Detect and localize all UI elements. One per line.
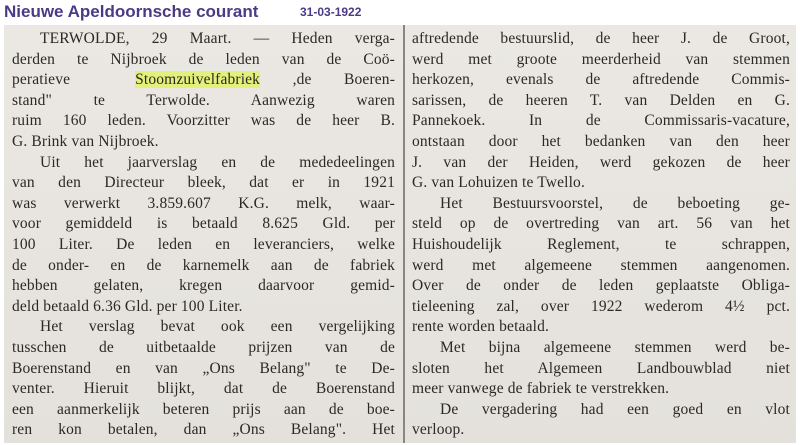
article-line: TERWOLDE, 29 Maart. — Heden verga- (40, 30, 395, 47)
article-line: tieleening zal, over 1922 wederom 4½ pct. (412, 297, 790, 315)
article-line: herkozen, evenals de aftredende Commis- (412, 71, 790, 89)
article-line: sloten het Algemeen Landbouwblad niet (412, 359, 790, 377)
article-line: G. Brink van Nijbroek. (12, 132, 159, 150)
article-line: Over de onder de leden geplaatste Obliga- (412, 277, 790, 295)
article-line: venter. Hieruit blijkt, dat de Boerenstand (12, 380, 395, 398)
article-line: Het verslag bevat ook een vergelijking (40, 318, 395, 336)
article-line: Huishoudelijk Reglement, te schrappen, (412, 235, 790, 253)
page-header (0, 0, 800, 24)
newspaper-clipping (4, 25, 796, 443)
article-line: van den Directeur bleek, dat er in 1921 (12, 174, 395, 192)
article-line: Uit het jaarverslag en de mededeelingen (40, 153, 395, 171)
article-line: werd met algemeene stemmen aangenomen. (412, 256, 790, 274)
article-line: hebben gelaten, kregen daarvoor gemid- (12, 277, 395, 295)
article-line: rente worden betaald. (412, 318, 549, 336)
article-line: was verwerkt 3.859.607 K.G. melk, waar- (12, 194, 395, 212)
article-line: Met bijna algemeene stemmen werd be- (440, 338, 790, 356)
article-fragment: Terwolde. Aanwezig waren (146, 91, 395, 109)
article-line: voor gemiddeld is betaald 8.625 Gld. per (12, 215, 395, 233)
article-line: De vergadering had een goed en vlot (440, 400, 790, 418)
article-fragment: stand" te (12, 91, 106, 109)
article-line: aftredende bestuurslid, de heer J. de Groot, (412, 30, 790, 47)
article-line: ren kon betalen, dan „Ons Belang". Het (12, 421, 395, 439)
publication-date: 31-03-1922 (300, 5, 362, 19)
article-line: 100 Liter. De leden en leveranciers, welke (12, 235, 395, 253)
article-column-right (412, 29, 790, 441)
article-line: G. van Lohuizen te Twello. (412, 174, 585, 192)
column-divider (403, 25, 405, 443)
article-line: ruim 160 leden. Voorzitter was de heer B. (12, 112, 395, 130)
article-line: Boerenstand en van „Ons Belang" te De- (12, 359, 395, 377)
article-line: Pannekoek. In de Commissaris-vacature, (412, 112, 790, 130)
article-line: steld op de overtreding van art. 56 van het (412, 215, 790, 233)
article-fragment: peratieve (12, 71, 71, 89)
highlighted-search-term: Stoomzuivelfabriek (135, 71, 261, 89)
article-line: J. van der Heiden, werd gekozen de heer (412, 153, 790, 171)
article-line: de onder- en de karnemelk aan de fabriek (12, 256, 395, 274)
article-line: tusschen de uitbetaalde prijzen van de (12, 338, 395, 356)
article-line: meer vanwege de fabriek te verstrekken. (412, 380, 670, 398)
article-line: een aanmerkelijk beteren prijs aan de boe- (12, 400, 395, 418)
article-line: derden te Nijbroek de leden van de Coö- (12, 50, 395, 68)
article-line: ontstaan door het bedanken van den heer (412, 132, 790, 150)
article-line: sarissen, de heeren T. van Delden en G. (412, 91, 790, 109)
publication-title: Nieuwe Apeldoornsche courant (4, 2, 259, 21)
article-line: verloop. (412, 421, 465, 439)
article-line: Het Bestuursvoorstel, de beboeting ge- (440, 194, 790, 212)
article-line (12, 91, 395, 112)
article-line: deld betaald 6.36 Gld. per 100 Liter. (12, 297, 243, 315)
article-fragment: ,de Boeren- (292, 71, 395, 89)
article-column-left (12, 29, 395, 441)
article-line (12, 70, 395, 91)
article-line: werd met groote meerderheid van stemmen (412, 50, 790, 68)
